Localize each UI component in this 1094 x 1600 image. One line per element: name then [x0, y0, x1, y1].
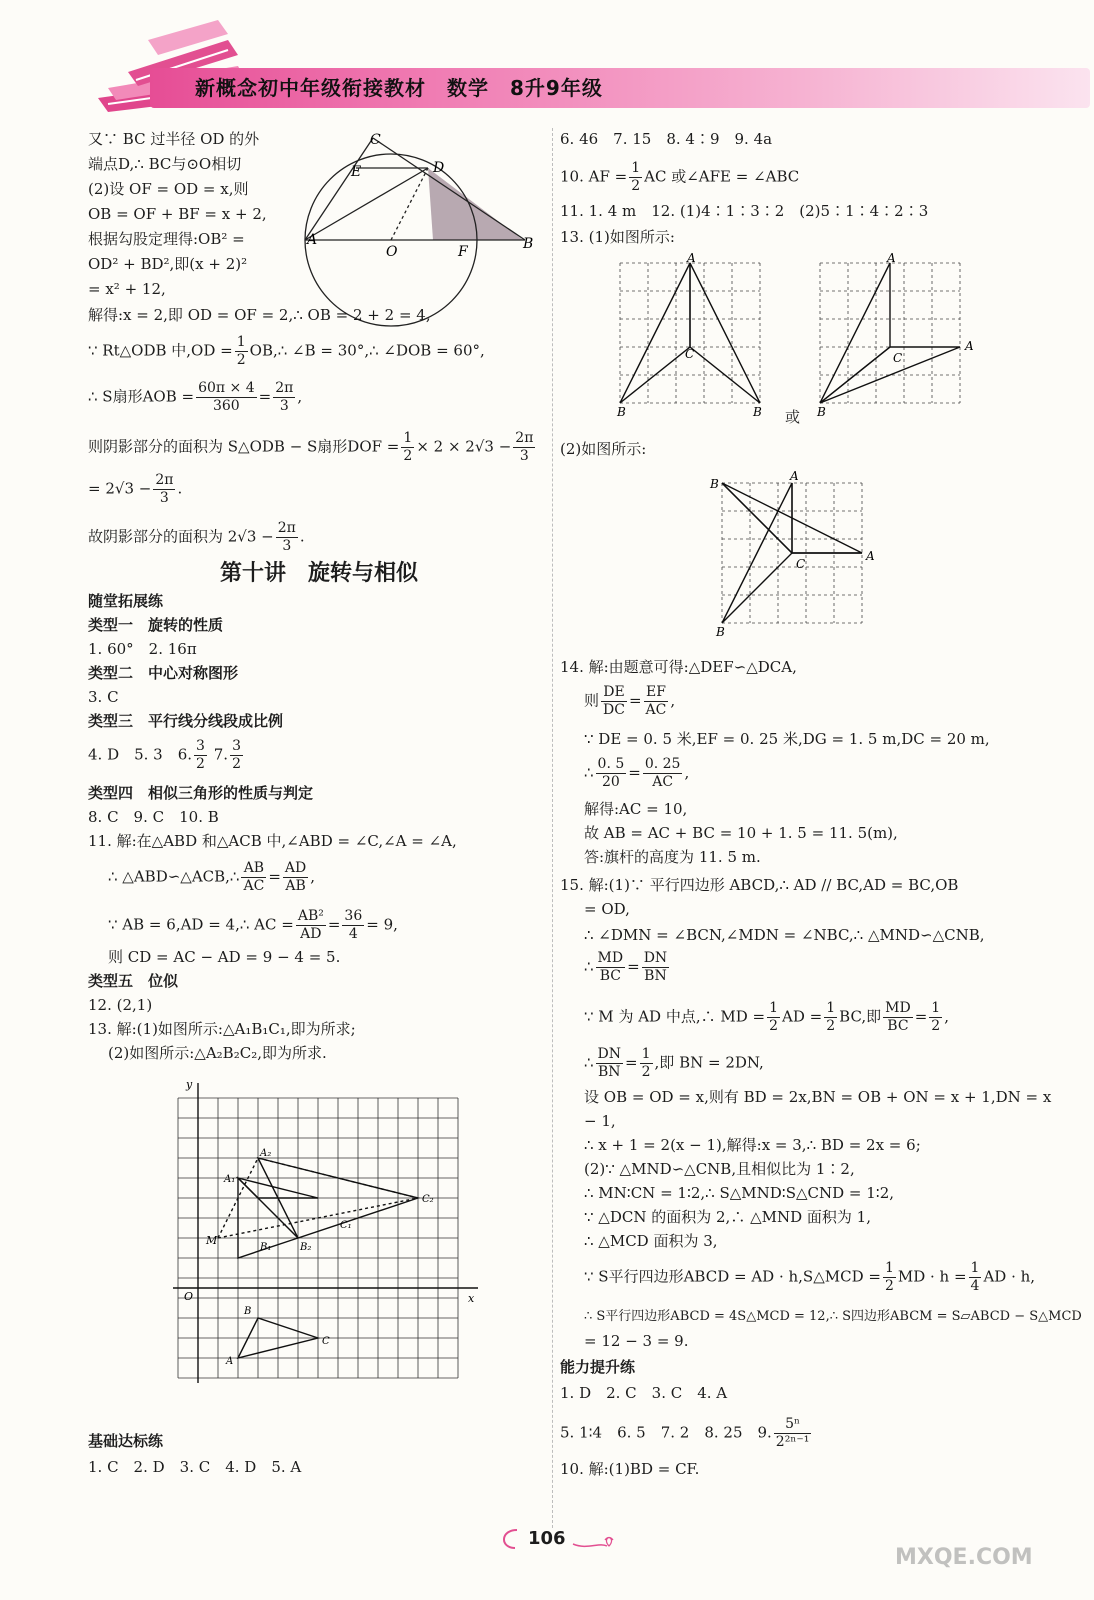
answer-line: 10. 解:(1)BD = CF. — [560, 1460, 700, 1478]
left-text-line: 端点D,∴ BC与⊙O相切 — [88, 155, 242, 173]
svg-text:x: x — [468, 1292, 475, 1305]
type-heading: 类型一 旋转的性质 — [88, 616, 224, 634]
solution-line: ∴ MN∶CN = 1∶2,∴ S△MND∶S△CND = 1∶2, — [584, 1184, 895, 1202]
svg-text:A: A — [790, 469, 799, 483]
solution-line: ∴ ∠DMN = ∠BCN,∠MDN = ∠NBC,∴ △MND∽△CNB, — [584, 926, 985, 944]
solution-line: (2)如图所示:△A₂B₂C₂,即为所求. — [108, 1044, 327, 1062]
svg-text:C: C — [685, 347, 695, 361]
solution-line: 则 $\frac{DE}{DC}$ = $\frac{EF}{AC}$ , — [584, 684, 676, 718]
solution-line: ∵ M 为 AD 中点,∴ MD = $\frac{1}{2}$ AD = $\frac{1}{2}$ BC,即 $\frac{MD}{BC}$ = $\frac{1}{2}$ , — [584, 1000, 949, 1034]
solution-line: ∴ $\frac{MD}{BC}$ = $\frac{DN}{BN}$ — [584, 950, 668, 984]
left-text-line: = x² + 12, — [88, 280, 166, 298]
solution-line: ∵ △DCN 的面积为 2,∴ △MND 面积为 1, — [584, 1208, 871, 1226]
svg-text:O: O — [386, 244, 398, 260]
answer-line: 1. C 2. D 3. C 4. D 5. A — [88, 1458, 302, 1476]
svg-text:O: O — [184, 1290, 194, 1303]
svg-text:B: B — [716, 625, 725, 639]
svg-text:A: A — [887, 251, 896, 265]
solution-line: 11. 解:在△ABD 和△ACB 中,∠ABD = ∠C,∠A = ∠A, — [88, 832, 457, 850]
solution-line: ∴ △ABD∽△ACB,∴ $\frac{AB}{AC}$ = $\frac{AD}{AB}$ , — [108, 860, 316, 894]
svg-text:A: A — [866, 549, 875, 563]
solution-line: 答:旗杆的高度为 11. 5 m. — [584, 848, 761, 866]
header-title: 新概念初中年级衔接教材 数学 8升9年级 — [195, 76, 603, 100]
sector-line: ∴ S扇形AOB = $\frac{60\pi \times 4}{360}$ = $\frac{2\pi}{3}$ , — [88, 380, 303, 414]
solution-line: 则 CD = AC − AD = 9 − 4 = 5. — [108, 948, 341, 966]
svg-text:C: C — [322, 1336, 330, 1347]
svg-text:B: B — [710, 477, 719, 491]
solution-line: (2)∵ △MND∽△CNB,且相似比为 1∶2, — [584, 1160, 855, 1178]
type-heading: 类型五 位似 — [88, 972, 179, 990]
solution-line: ∵ S平行四边形ABCD = AD · h,S△MCD = $\frac{1}{2}$ MD · h = $\frac{1}{4}$ AD · h, — [584, 1260, 1036, 1294]
svg-text:A: A — [307, 232, 318, 248]
answer-line: 13. (1)如图所示: — [560, 228, 675, 246]
fraction: $\frac{1}{2}$ — [236, 334, 246, 368]
answer-line: 5. 1∶4 6. 5 7. 2 8. 25 9. $\frac{\text{5ⁿ}}{\text{2²ⁿ⁻¹}}$ — [560, 1416, 810, 1450]
svg-text:A: A — [226, 1356, 234, 1367]
solution-line: ∴ $\frac{0. 5}{20}$ = $\frac{0. 25}{AC}$ , — [584, 756, 690, 790]
solution-line: ∴ $\frac{DN}{BN}$ = $\frac{1}{2}$ ,即 BN = 2DN, — [584, 1046, 764, 1080]
ability-heading: 能力提升练 — [560, 1358, 636, 1376]
rotation-grid-figure-1 — [615, 251, 765, 419]
answer-line: 8. C 9. C 10. B — [88, 808, 219, 826]
svg-text:B: B — [617, 405, 626, 419]
solution-line: 解得:AC = 10, — [584, 800, 688, 818]
basic-heading: 基础达标练 — [88, 1432, 164, 1450]
svg-text:A: A — [965, 339, 974, 353]
left-text-line: 解得:x = 2,即 OD = OF = 2,∴ OB = 2 + 2 = 4, — [88, 306, 431, 324]
answer-line: 10. AF = $\frac{1}{2}$ AC 或∠AFE = ∠ABC — [560, 160, 800, 194]
svg-text:A₂: A₂ — [260, 1148, 272, 1159]
rt-line: ∵ Rt△ODB 中,OD = $\frac{1}{2}$ OB,∴ ∠B = 30°,∴ ∠DOB = 60°, — [88, 334, 485, 368]
rotation-grid-figure-3 — [710, 468, 890, 638]
shaded-area-line: 则阴影部分的面积为 S△ODB − S扇形DOF = $\frac{1}{2}$ × 2 × 2√3 − $\frac{2\pi}{3}$ — [88, 430, 534, 464]
svg-text:D: D — [433, 160, 445, 176]
conclusion-line: 故阴影部分的面积为 2√3 − $\frac{2\pi}{3}$ . — [88, 520, 305, 554]
watermark: MXQE.COM — [895, 1545, 1033, 1570]
type-heading: 类型三 平行线分线段成比例 — [88, 712, 284, 730]
shaded-area-line-2: = 2√3 − $\frac{2\pi}{3}$ . — [88, 472, 183, 506]
solution-line: ∵ DE = 0. 5 米,EF = 0. 25 米,DG = 1. 5 m,DC = 20 m, — [584, 730, 990, 748]
solution-line: 故 AB = AC + BC = 10 + 1. 5 = 11. 5(m), — [584, 824, 898, 842]
homothety-grid-figure — [168, 1078, 498, 1398]
page-number: 106 — [528, 1528, 566, 1549]
column-divider — [552, 128, 553, 1528]
left-text-line: 根据勾股定理得:OB² = — [88, 230, 245, 248]
svg-text:F: F — [458, 244, 468, 260]
type-heading: 类型二 中心对称图形 — [88, 664, 239, 682]
page-header — [0, 0, 1094, 120]
type-heading: 类型四 相似三角形的性质与判定 — [88, 784, 314, 802]
solution-line: 13. 解:(1)如图所示:△A₁B₁C₁,即为所求; — [88, 1020, 356, 1038]
solution-line: ∴ S平行四边形ABCD = 4S△MCD = 12,∴ S四边形ABCM = S▱ABCD − S△MCD — [584, 1309, 1082, 1324]
solution-line: 设 OB = OD = x,则有 BD = 2x,BN = OB + ON = x + 1,DN = x — [584, 1088, 1052, 1106]
svg-text:y: y — [186, 1078, 193, 1091]
answer-line: 1. 60° 2. 16π — [88, 640, 197, 658]
svg-text:B₁: B₁ — [260, 1242, 272, 1253]
svg-text:C: C — [893, 351, 903, 365]
solution-line: − 1, — [584, 1112, 616, 1130]
answer-line: 3. C — [88, 688, 119, 706]
left-text-line: OB = OF + BF = x + 2, — [88, 205, 267, 223]
solution-line: = OD, — [584, 900, 630, 918]
left-text-line: OD² + BD²,即(x + 2)² — [88, 255, 248, 273]
circle-tangent-figure — [307, 128, 543, 328]
svg-text:E: E — [351, 164, 362, 180]
svg-text:B₂: B₂ — [300, 1242, 312, 1253]
svg-text:B: B — [753, 405, 762, 419]
solution-line: 15. 解:(1)∵ 平行四边形 ABCD,∴ AD // BC,AD = BC,OB — [560, 876, 959, 894]
solution-line: ∴ x + 1 = 2(x − 1),解得:x = 3,∴ BD = 2x = 6; — [584, 1136, 921, 1154]
svg-text:C: C — [796, 557, 806, 571]
answer-line: 11. 1. 4 m 12. (1)4∶1∶3∶2 (2)5∶1∶4∶2∶3 — [560, 202, 929, 220]
svg-text:C₂: C₂ — [422, 1194, 434, 1205]
svg-text:A: A — [687, 251, 696, 265]
answer-line: 12. (2,1) — [88, 996, 153, 1014]
rotation-grid-figure-2 — [815, 251, 995, 419]
solution-line: = 12 − 3 = 9. — [584, 1332, 689, 1350]
or-label: 或 — [785, 408, 801, 426]
svg-text:M: M — [206, 1234, 218, 1247]
svg-text:B: B — [817, 405, 826, 419]
svg-text:C: C — [370, 132, 381, 148]
svg-text:B: B — [244, 1306, 252, 1317]
svg-text:A₁: A₁ — [224, 1174, 236, 1185]
answer-line: 1. D 2. C 3. C 4. A — [560, 1384, 728, 1402]
left-text-line: 又∵ BC 过半径 OD 的外 — [88, 130, 260, 148]
solution-line: ∵ AB = 6,AD = 4,∴ AC = $\frac{\text{AB²}}{AD}$ = $\frac{36}{4}$ = 9, — [108, 908, 398, 942]
practice-heading: 随堂拓展练 — [88, 592, 164, 610]
left-text-line: (2)设 OF = OD = x,则 — [88, 180, 249, 198]
solution-line: ∴ △MCD 面积为 3, — [584, 1232, 718, 1250]
svg-text:B: B — [523, 236, 534, 252]
answer-line: 6. 46 7. 15 8. 4∶9 9. 4a — [560, 130, 773, 148]
section-title: 第十讲 旋转与相似 — [220, 561, 419, 586]
answer-line: 4. D 5. 3 6. $\frac{3}{2}$ 7. $\frac{3}{2}$ — [88, 738, 241, 772]
svg-text:C₁: C₁ — [340, 1220, 352, 1231]
solution-line: 14. 解:由题意可得:△DEF∽△DCA, — [560, 658, 797, 676]
answer-line: (2)如图所示: — [560, 440, 647, 458]
